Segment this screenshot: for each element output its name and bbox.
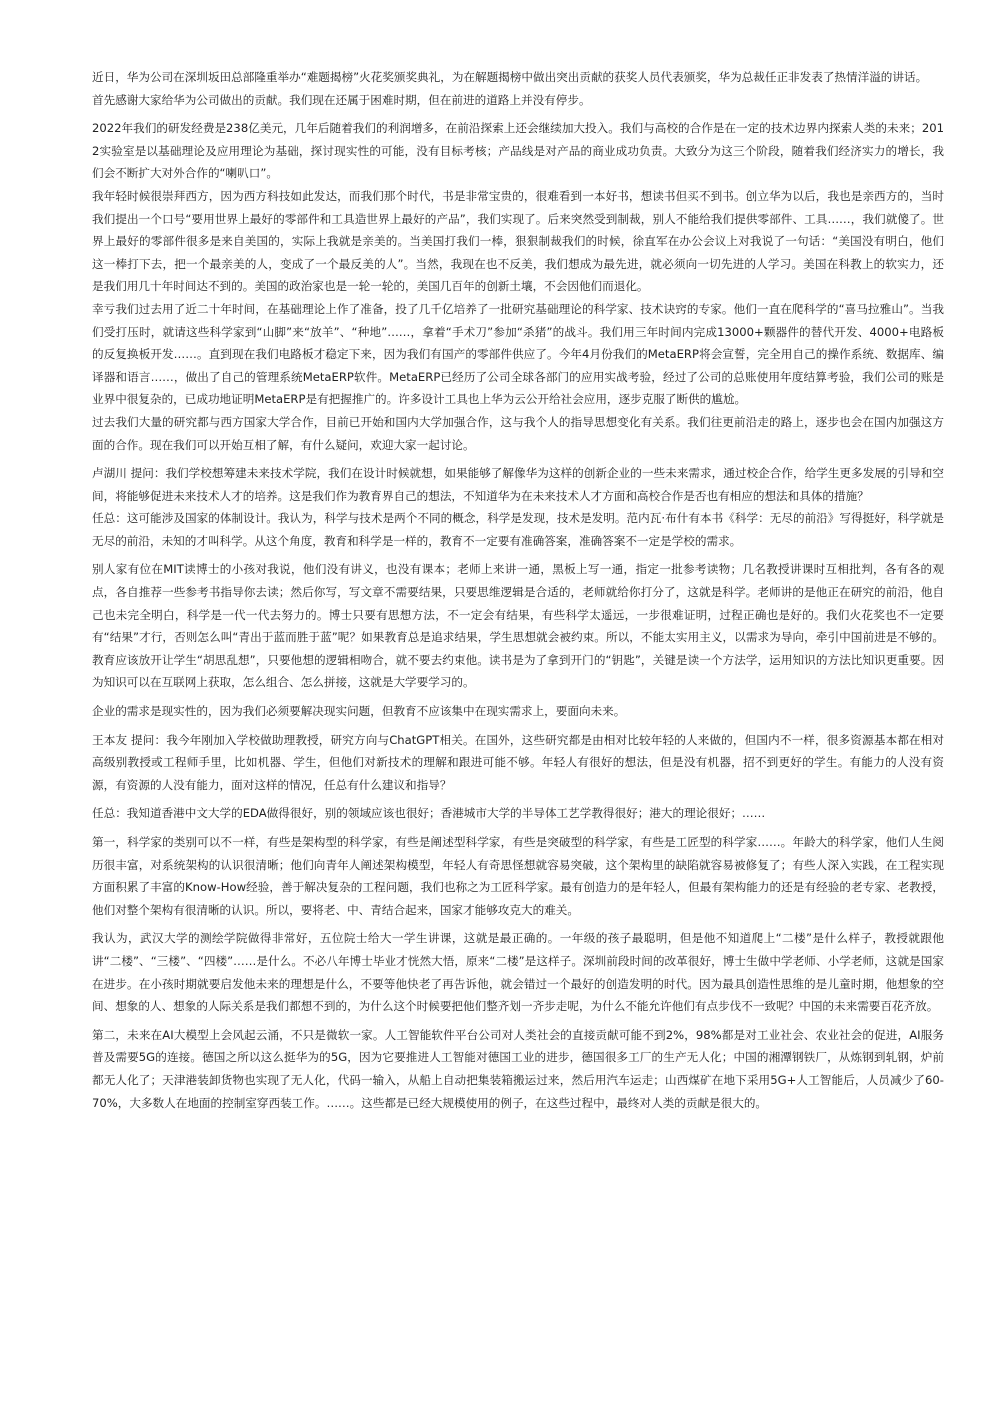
paragraph-second-point: 第二，未来在AI大模型上会风起云涌，不只是微软一家。人工智能软件平台公司对人类社会的直接贡献可能不到2%，98%都是对工业社会、农业社会的促进，AI服务普及需要5G的连接。德国之所以这么挺华为的5G，因为它要推进人工智能对德国工业的进步，德国很多工厂的生产无人化；中国的湘潭钢铁厂，从炼钢到轧钢，炉前都无人化了；天津港装卸货物也实现了无人化，代码一输入，从船上自动把集装箱搬运过来，然后用汽车运走；山西煤矿在地下采用5G+人工智能后，人员减少了60-70%，大多数人在地面的控制室穿西装工作。……。这些都是已经大规模使用的例子，在这些过程中，最终对人类的贡献是很大的。 (92, 1027, 944, 1110)
paragraph-answer-2: 任总：我知道香港中文大学的EDA做得很好，别的领域应该也很好；香港城市大学的半导体工艺学教得很好；港大的理论很好；…… (92, 806, 766, 821)
paragraph-cooperation: 过去我们大量的研究都与西方国家大学合作，目前已开始和国内大学加强合作，这与我个人的指导思想变化有关系。我们往更前沿走的路上，逐步也会在国内加强这方面的合作。现在我们可以开始互相了解，有什么疑问，欢迎大家一起讨论。 (92, 414, 944, 452)
paragraph-question-1: 卢湖川 提问：我们学校想筹建未来技术学院，我们在设计时候就想，如果能够了解像华为这样的创新企业的一些未来需求，通过校企合作，给学生更多发展的引导和空间，将能够促进未来技术人才的培养。这是我们作为教育界自己的想法，不知道华为在未来技术人才方面和高校合作是否也有相应的想法和具体的措施？ (92, 466, 944, 503)
paragraph-question-2: 王本友 提问：我今年刚加入学校做助理教授，研究方向与ChatGPT相关。在国外，这些研究都是由相对比较年轻的人来做的，但国内不一样，很多资源基本都在相对高级别教授或工程师手里，比如机器、学生，但他们对新技术的理解和跟进可能不够。年轻人有很好的想法，但是没有机器，招不到更好的学生。有能力的人没有资源，有资源的人没有能力，面对这样的情况，任总有什么建议和指导？ (92, 732, 944, 792)
paragraph-first-point: 第一，科学家的类别可以不一样，有些是架构型的科学家，有些是阐述型科学家，有些是突破型的科学家，有些是工匠型的科学家……。年龄大的科学家，他们人生阅历很丰富，对系统架构的认识很清晰；他们向青年人阐述架构模型，年轻人有奇思怪想就容易突破，这个架构里的缺陷就容易被修复了；有些人深入实践，在工程实现方面积累了丰富的Know-How经验，善于解决复杂的工程问题，我们也称之为工匠科学家。最有创造力的是年轻人，但最有架构能力的还是有经验的老专家、老教授，他们对整个架构有很清晰的认识。所以，要将老、中、青结合起来，国家才能够攻克大的难关。 (92, 835, 944, 917)
paragraph-mit: 别人家有位在MIT读博士的小孩对我说，他们没有讲义，也没有课本；老师上来讲一通，黑板上写一通，指定一批参考读物；几名教授讲课时互相批判，各有各的观点，各自推荐一些参考书指导你去读；然后你写，写文章不需要结果，只要思维逻辑是合适的，老师就给你打分了，这就是科学。老师讲的是他正在研究的前沿，他自己也未完全明白，科学是一代一代去努力的。博士只要有思想方法，不一定会有结果，有些科学太遥远，一步很难证明，过程正确也是好的。我们火花奖也不一定要有“结果”才行，否则怎么叫“青出于蓝而胜于蓝”呢？如果教育总是追求结果，学生思想就会被约束。所以，不能太实用主义，以需求为导向，牵引中国前进是不够的。教育应该放开让学生“胡思乱想”，只要他想的逻辑相吻合，就不要去约束他。读书是为了拿到开门的“钥匙”，关键是读一个方法学，运用知识的方法比知识更重要。因为知识可以在互联网上获取，怎么组合、怎么拼接，这就是大学要学习的。 (92, 562, 944, 690)
paragraph-west: 我年轻时候很崇拜西方，因为西方科技如此发达，而我们那个时代，书是非常宝贵的，很难看到一本好书，想读书但买不到书。创立华为以后，我也是亲西方的，当时我们提出一个口号“要用世界上最好的零部件和工具造世界上最好的产品”，我们实现了。后来突然受到制裁，别人不能给我们提供零部件、工具……，我们就傻了。世界上最好的零部件很多是来自美国的，实际上我就是亲美的。当美国打我们一棒，狠狠制裁我们的时候，徐直军在办公会议上对我说了一句话：“美国没有明白，他们这一棒打下去，把一个最亲美的人，变成了一个最反美的人”。当然，我现在也不反美，我们想成为最先进，就必须向一切先进的人学习。美国在科教上的软实力，还是我们用几十年时间达不到的。美国的政治家也是一轮一轮的，美国几百年的创新土壤，不会因他们而退化。 (92, 188, 944, 294)
paragraph-intro: 近日，华为公司在深圳坂田总部隆重举办“难题揭榜”火花奖颁奖典礼，为在解题揭榜中做出突出贡献的获奖人员代表颁奖，华为总裁任正非发表了热情洋溢的讲话。 (92, 70, 928, 84)
paragraph-wuhan: 我认为，武汉大学的测绘学院做得非常好，五位院士给大一学生讲课，这就是最正确的。一年级的孩子最聪明，但是他不知道爬上“二楼”是什么样子，教授就跟他讲“二楼”、“三楼”、“四楼”……是什么。不必八年博士毕业才恍然大悟，原来“二楼”是这样子。深圳前段时间的改革很好，博士生做中学老师、小学老师，这就是国家在进步。在小孩时期就要启发他未来的理想是什么，不要等他快老了再告诉他，就会错过一个最好的创造发明的时代。因为最具创造性思维的是儿童时期，他想象的空间、想象的人、想象的人际关系是我们都想不到的，为什么这个时候要把他们整齐划一齐步走呢，为什么不能允许他们有点步伐不一致呢？中国的未来需要百花齐放。 (92, 931, 944, 1014)
paragraph-answer-1: 任总：这可能涉及国家的体制设计。我认为，科学与技术是两个不同的概念，科学是发现，技术是发明。范内瓦·布什有本书《科学：无尽的前沿》写得挺好，科学就是无尽的前沿，未知的才叫科学。从这个角度，教育和科学是一样的，教育不一定要有准确答案，准确答案不一定是学校的需求。 (92, 511, 944, 548)
paragraph-enterprise: 企业的需求是现实性的，因为我们必须要解决现实问题，但教育不应该集中在现实需求上，要面向未来。 (92, 704, 626, 719)
article-body (92, 66, 944, 1114)
paragraph-rd-budget: 2022年我们的研发经费是238亿美元，几年后随着我们的利润增多，在前沿探索上还会继续加大投入。我们与高校的合作是在一定的技术边界内探索人类的未来；2012实验室是以基础理论及应用理论为基础，探讨现实性的可能，没有目标考核；产品线是对产品的商业成功负责。大致分为这三个阶段，随着我们经济实力的增长，我们会不断扩大对外合作的“喇叭口”。 (92, 121, 944, 181)
paragraph-theory: 幸亏我们过去用了近二十年时间，在基础理论上作了准备，投了几千亿培养了一批研究基础理论的科学家、技术诀窍的专家。他们一直在爬科学的“喜马拉雅山”。当我们受打压时，就请这些科学家到“山脚”来“放羊”、“种地”……，拿着“手术刀”参加“杀猪”的战斗。我们用三年时间内完成13000+颗器件的替代开发、4000+电路板的反复换板开发……。直到现在我们电路板才稳定下来，因为我们有国产的零部件供应了。今年4月份我们的MetaERP将会宣誓，完全用自己的操作系统、数据库、编译器和语言……，做出了自己的管理系统MetaERP软件。MetaERP已经历了公司全球各部门的应用实战考验，经过了公司的总账使用年度结算考验，我们公司的账是业界中很复杂的，已成功地证明MetaERP是有把握推广的。许多设计工具也上华为云公开给社会应用，逐步克服了断供的尴尬。 (92, 301, 944, 407)
paragraph-thanks: 首先感谢大家给华为公司做出的贡献。我们现在还属于困难时期，但在前进的道路上并没有停步。 (92, 92, 591, 107)
